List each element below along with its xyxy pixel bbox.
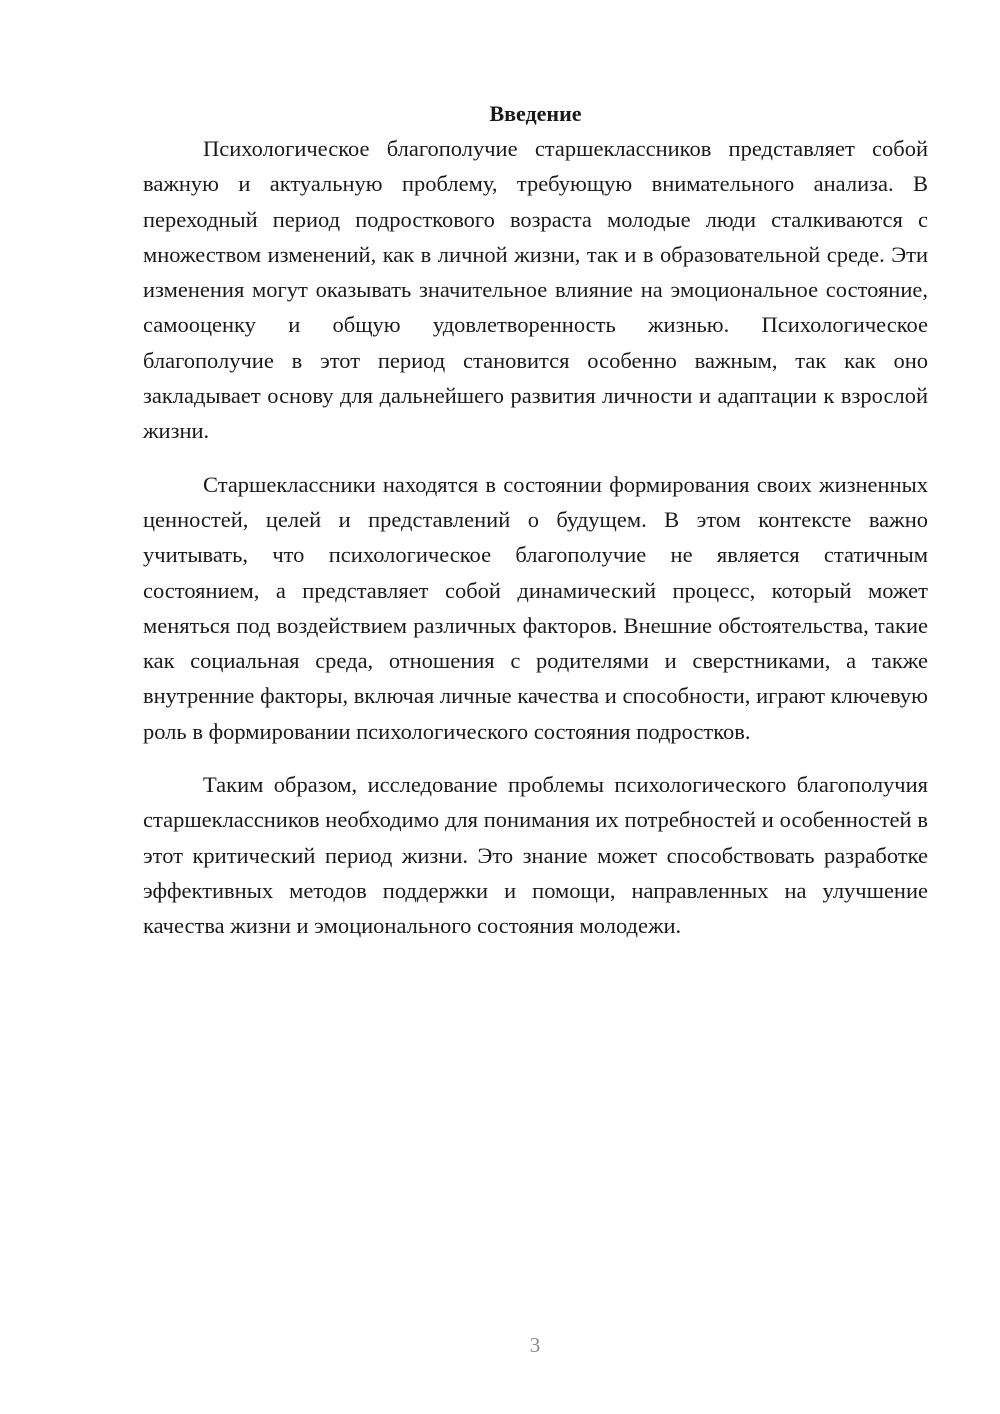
paragraph-3: Таким образом, исследование проблемы психологического благополучия старшеклассников необходимо для понимания их потребностей и особенностей в этот критический период жизни. Это знание может способствовать разработке эффективных методов поддержки и помощи, направленных на улучшение качества жизни и эмоционального состояния молодежи. xyxy=(143,772,928,939)
page-content xyxy=(143,96,928,962)
page-number: 3 xyxy=(529,1333,541,1357)
paragraph-2: Старшеклассники находятся в состоянии формирования своих жизненных ценностей, целей и представлений о будущем. В этом контексте важно учитывать, что психологическое благополучие не является статичным состоянием, а представляет собой динамический процесс, который может меняться под воздействием различных факторов. Внешние обстоятельства, такие как социальная среда, отношения с родителями и сверстниками, а также внутренние факторы, включая личные качества и способности, играют ключевую роль в формировании психологического состояния подростков. xyxy=(143,471,928,744)
section-title: Введение xyxy=(489,101,582,126)
paragraph-1: Психологическое благополучие старшеклассников представляет собой важную и актуальную проблему, требующую внимательного анализа. В переходный период подросткового возраста молодые люди сталкиваются с множеством изменений, как в личной жизни, так и в образовательной среде. Эти изменения могут оказывать значительное влияние на эмоциональное состояние, самооценку и общую удовлетворенность жизнью. Психологическое благополучие в этот период становится особенно важным, так как оно закладывает основу для дальнейшего развития личности и адаптации к взрослой жизни. xyxy=(143,136,928,444)
